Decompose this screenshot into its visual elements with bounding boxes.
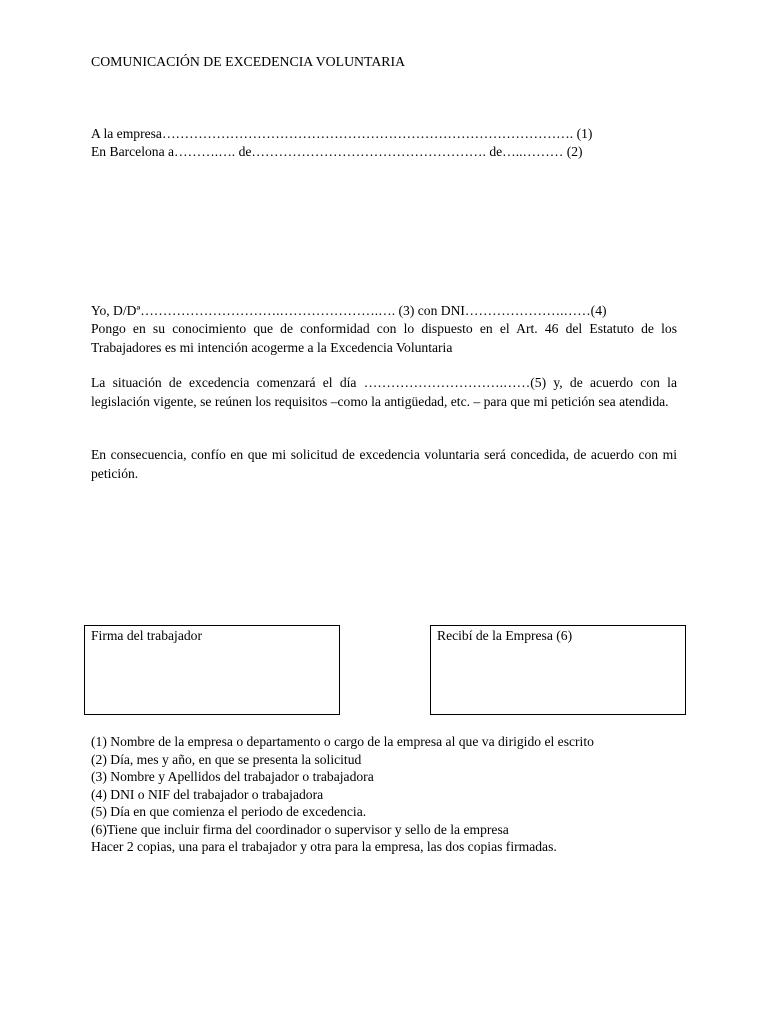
company-receipt-box <box>430 625 686 715</box>
footnote-5: (5) Día en que comienza el periodo de excedencia. <box>91 804 367 819</box>
footnote-4: (4) DNI o NIF del trabajador o trabajadora <box>91 786 324 802</box>
paragraph-start-date: La situación de excedencia comenzará el día ………………………….……(5) y, de acuerdo con la legislación vigente, se reúnen los requisitos –como la antigüedad, etc. – para que mi petición sea atendida. <box>91 375 677 409</box>
footnotes <box>91 733 711 856</box>
document-title: COMUNICACIÓN DE EXCEDENCIA VOLUNTARIA <box>91 54 406 69</box>
address-line: A la empresa………………………………………………………………………………. (1) <box>91 126 593 141</box>
company-receipt-label: Recibí de la Empresa (6) <box>437 628 573 643</box>
place-date-line: En Barcelona a……….…. de……………………………………………. de…..……… (2) <box>91 144 583 159</box>
worker-signature-box <box>84 625 340 715</box>
footnote-6: (6)Tiene que incluir firma del coordinador o supervisor y sello de la empresa <box>91 821 509 837</box>
footnote-2: (2) Día, mes y año, en que se presenta la solicitud <box>91 751 362 767</box>
footnote-3: (3) Nombre y Apellidos del trabajador o trabajadora <box>91 769 374 784</box>
worker-signature-label: Firma del trabajador <box>91 628 202 643</box>
copies-instruction: Hacer 2 copias, una para el trabajador y otra para la empresa, las dos copias firmadas. <box>91 839 557 854</box>
identity-line: Yo, D/Dª………………………….………………….…. (3) con DNI………………….……(4) <box>91 303 607 318</box>
footnote-1: (1) Nombre de la empresa o departamento o cargo de la empresa al que va dirigido el escrito <box>91 734 594 749</box>
paragraph-intention: Pongo en su conocimiento que de conformidad con lo dispuesto en el Art. 46 del Estatuto de los Trabajadores es mi intención acogerme a la Excedencia Voluntaria <box>91 321 677 355</box>
paragraph-conclusion: En consecuencia, confío en que mi solicitud de excedencia voluntaria será concedida, de acuerdo con mi petición. <box>91 447 677 481</box>
